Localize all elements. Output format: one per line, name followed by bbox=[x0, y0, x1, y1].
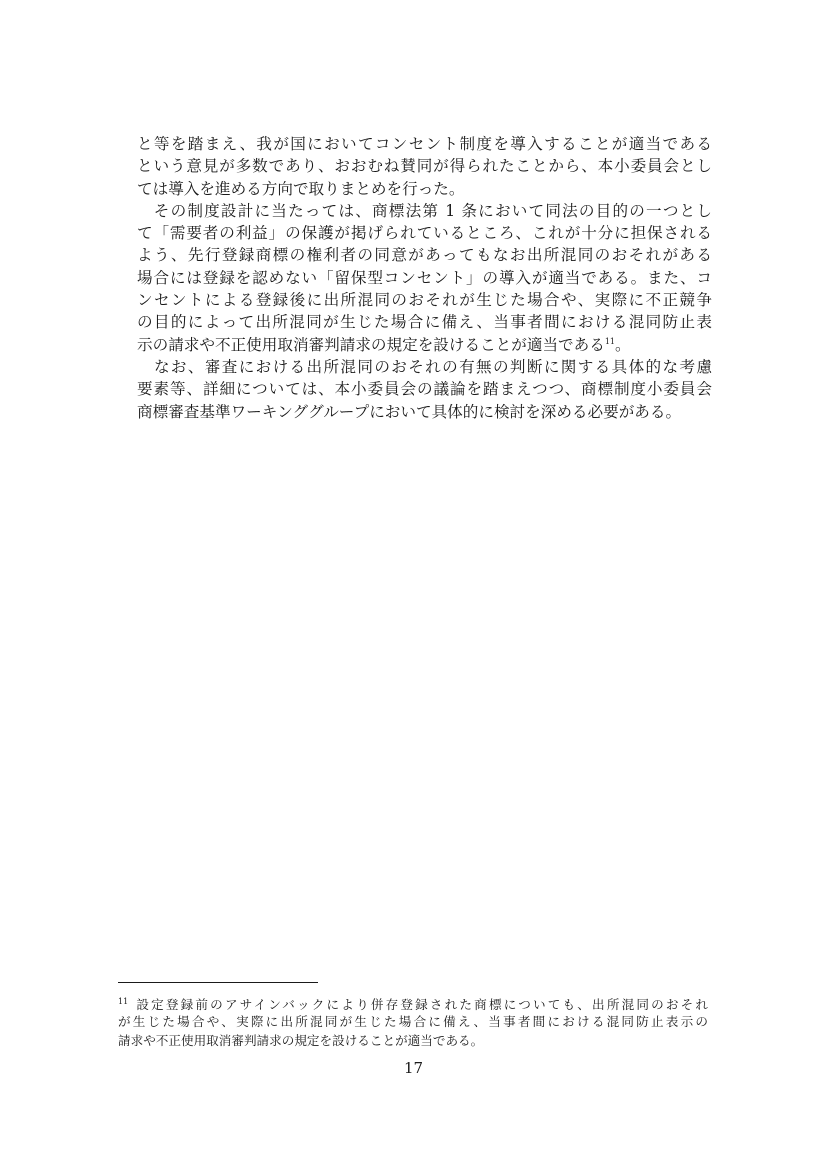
paragraph-2-line: その制度設計に当たっては、商標法第 1 条において同法の目的の一つとし bbox=[137, 201, 712, 220]
paragraph-2-line-end: 。 bbox=[615, 335, 631, 354]
footnote-divider bbox=[118, 982, 318, 983]
footnote-line-text: 設定登録前のアサインバックにより併存登録された商標についても、出所混同のおそれ bbox=[134, 997, 708, 1012]
footnote-line: が生じた場合や、実際に出所混同が生じた場合に備え、当事者間における混同防止表示の bbox=[118, 1013, 708, 1029]
footnote-line: 請求や不正使用取消審判請求の規定を設けることが適当である。 bbox=[118, 1033, 484, 1048]
paragraph-2-line: 場合には登録を認めない「留保型コンセント」の導入が適当である。また、コ bbox=[137, 268, 712, 287]
paragraph-2-line: て「需要者の利益」の保護が掲げられているところ、これが十分に担保される bbox=[137, 224, 712, 243]
paragraph-2-line: の目的によって出所混同が生じた場合に備え、当事者間における混同防止表 bbox=[137, 313, 712, 332]
paragraph-2-line: ンセントによる登録後に出所混同のおそれが生じた場合や、実際に不正競争 bbox=[137, 291, 712, 310]
paragraph-1-line: と等を踏まえ、我が国においてコンセント制度を導入することが適当である bbox=[137, 135, 712, 153]
footnote-reference[interactable]: 11 bbox=[604, 336, 616, 346]
paragraph-1-line: という意見が多数であり、おおむね賛同が得られたことから、本小委員会とし bbox=[137, 157, 712, 176]
paragraph-3-line: 商標審査基準ワーキンググループにおいて具体的に検討を深める必要がある。 bbox=[137, 402, 682, 421]
paragraph-1-line: ては導入を進める方向で取りまとめを行った。 bbox=[137, 179, 465, 198]
footnote-mark: 11 bbox=[118, 997, 129, 1006]
footnote bbox=[118, 992, 708, 1051]
paragraph-2-last-line bbox=[137, 334, 712, 356]
body-text bbox=[137, 133, 712, 423]
footnote-line bbox=[118, 992, 708, 1012]
paragraph-2-line-text: 示の請求や不正使用取消審判請求の規定を設けることが適当である bbox=[137, 335, 605, 354]
paragraph-2-line: よう、先行登録商標の権利者の同意があってもなお出所混同のおそれがある bbox=[137, 246, 712, 265]
page-number: 17 bbox=[403, 1059, 424, 1077]
paragraph-3-line: なお、審査における出所混同のおそれの有無の判断に関する具体的な考慮 bbox=[137, 357, 712, 376]
paragraph-3-line: 要素等、詳細については、本小委員会の議論を踏まえつつ、商標制度小委員会 bbox=[137, 380, 712, 399]
